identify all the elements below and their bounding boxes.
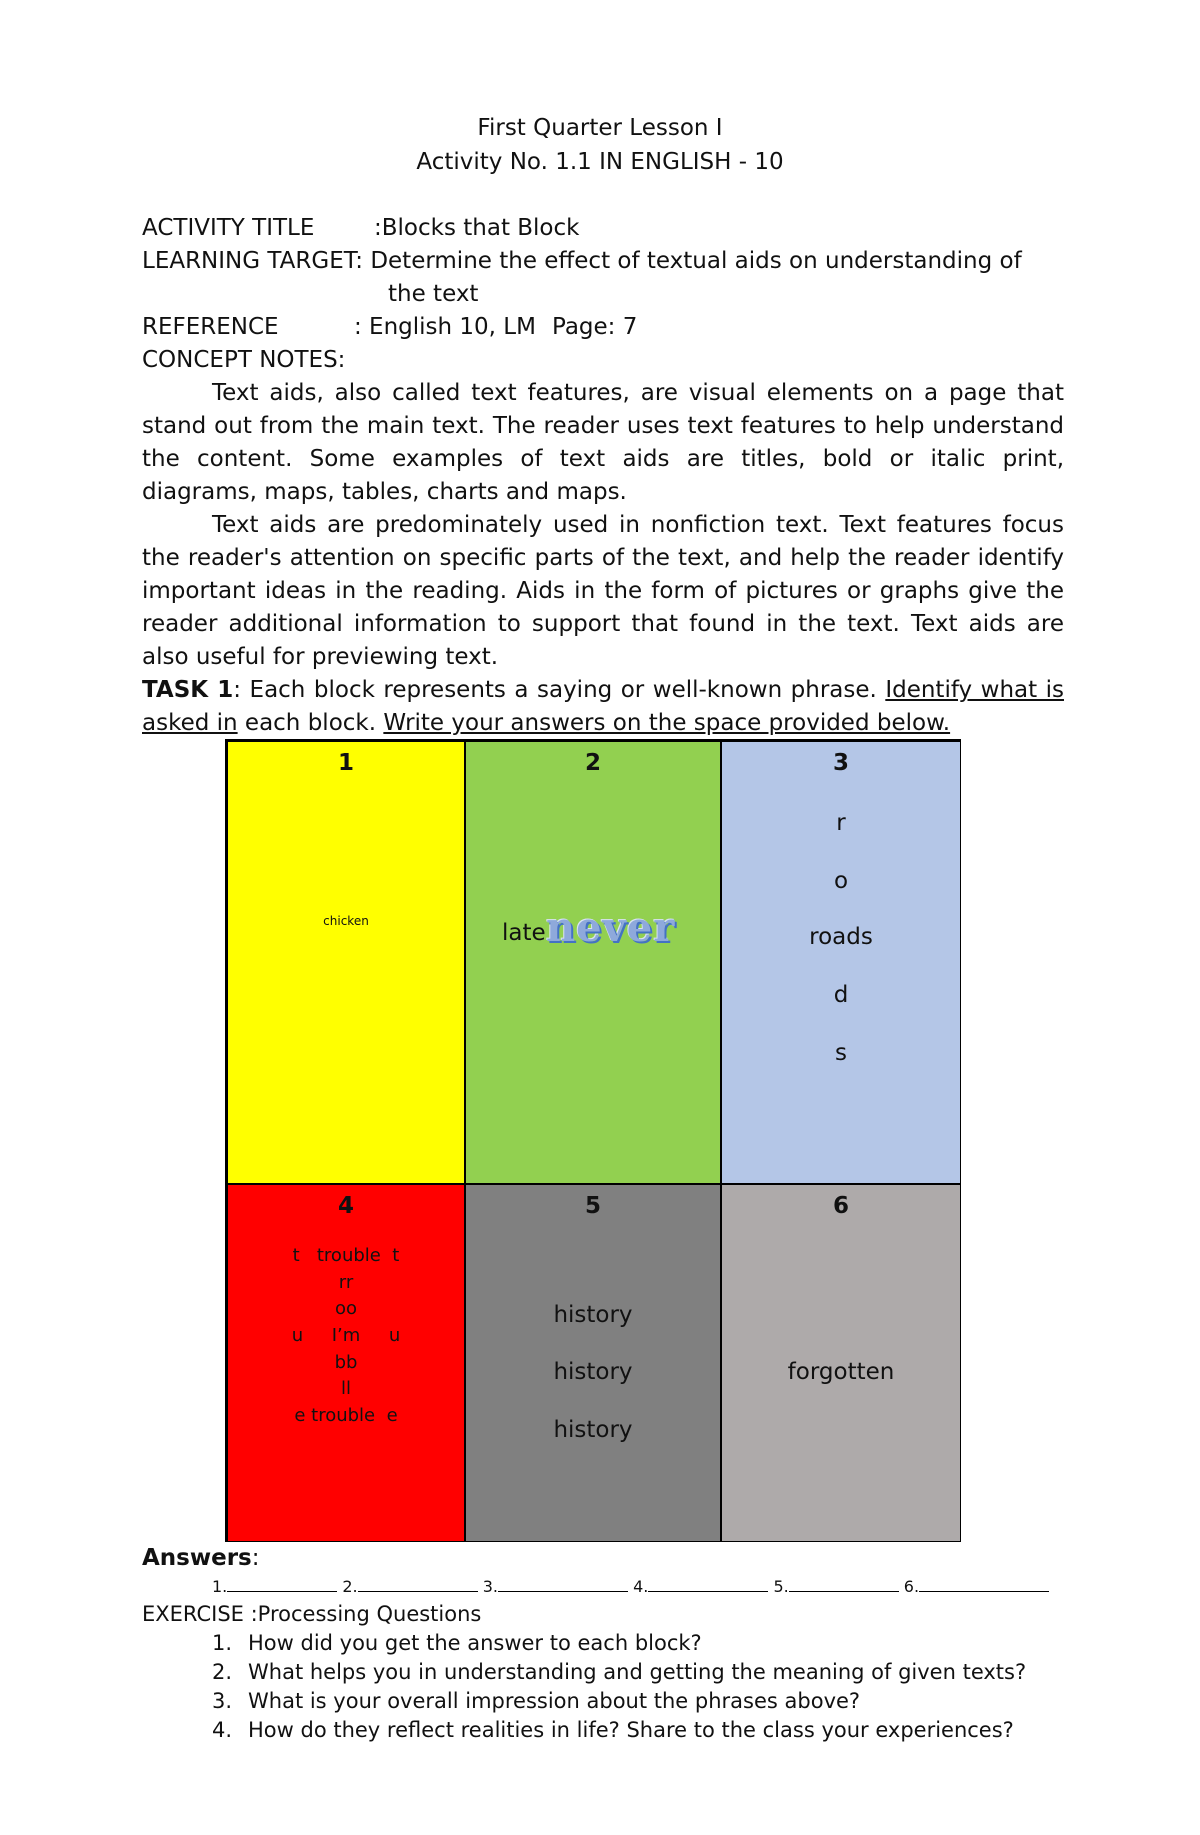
block-3-letter: d [833,982,849,1008]
question-number: 3. [212,1689,233,1713]
block-number: 6 [832,1193,849,1219]
concept-notes-label: CONCEPT NOTES: [142,347,346,373]
block-3-word: roads [809,924,873,950]
learning-target-continued: the text [388,281,479,307]
block-1-word: chicken [323,914,369,928]
task-text-3: each block. [237,710,384,736]
concept-paragraph-2: Text aids are predominately used in nonfiction text. Text features focus the reader's attention on specific parts of the text, and help the reader identify important ideas in the reading. Aids in the form of pictures or graphs give the reader additional information to support that found in the text. Text aids are also useful for previewing text. [142,512,1064,670]
answer-number: 1. [212,1577,228,1596]
learning-target-row [142,248,1022,274]
answer-number: 5. [773,1577,789,1596]
block-number: 5 [584,1193,601,1219]
block-4-line: rr [338,1272,354,1293]
block-3-letter: r [836,810,846,836]
answer-number: 4. [633,1577,649,1596]
block-4-line: t trouble t [292,1245,400,1266]
answer-number: 6. [903,1577,920,1596]
block-number: 2 [584,750,601,776]
reference-label: REFERENCE [142,314,279,340]
question-text: How did you get the answer to each block? [248,1631,702,1655]
block-5-word: history [553,1417,633,1443]
answer-number: 2. [342,1577,358,1596]
activity-number: Activity No. 1.1 IN ENGLISH - 10 [416,149,784,175]
answer-blank[interactable] [919,1577,1049,1592]
block-1 [227,741,465,1184]
block-4 [227,1184,465,1542]
answer-blank[interactable] [648,1577,768,1592]
question-text: What helps you in understanding and getting the meaning of given texts? [248,1660,1027,1684]
task-text-2: Identify what is asked in [142,677,1064,736]
exercise-title: EXERCISE :Processing Questions [142,1602,482,1626]
question-text: How do they reflect realities in life? Share to the class your experiences? [248,1718,1014,1742]
block-5-word: history [553,1359,633,1385]
task-text-4: Write your answers on the space provided below. [383,710,951,736]
answer-blank[interactable] [358,1577,478,1592]
answer-blank[interactable] [498,1577,628,1592]
question-number: 4. [212,1718,233,1742]
answers-heading: Answers: [142,1545,260,1571]
block-4-line: bb [334,1352,358,1373]
answer-blank[interactable] [789,1577,899,1592]
reference-page: Page: 7 [552,314,638,340]
concept-paragraph-1: Text aids, also called text features, are visual elements on a page that stand out from the main text. The reader uses text features to help understand the content. Some examples of text aids are titles, bold or italic print, diagrams, maps, tables, charts and maps. [142,380,1064,505]
block-3-letter: o [833,868,849,894]
question-number: 1. [212,1631,233,1655]
block-4-line: e trouble e [294,1405,398,1426]
answer-blanks [212,1577,1049,1596]
reference-row [142,314,638,340]
task-text-1: : Each block represents a saying or well-known phrase. [233,677,886,703]
block-4-line: oo [334,1298,358,1319]
block-6 [721,1184,961,1542]
block-2-word-late: late [502,920,546,946]
block-4-line: u I’m u [291,1325,401,1346]
answer-number: 3. [482,1577,498,1596]
block-number: 4 [337,1193,354,1219]
learning-target-label: LEARNING TARGET: [142,248,363,274]
block-5-word: history [553,1302,633,1328]
question-number: 2. [212,1660,233,1684]
block-2 [465,741,721,1184]
block-5 [465,1184,721,1542]
activity-title-value: :Blocks that Block [374,215,580,241]
blocks-grid [225,739,961,1542]
answer-blank[interactable] [227,1577,337,1592]
block-3-letter: s [835,1040,847,1066]
block-number: 1 [337,750,354,776]
question-text: What is your overall impression about the phrases above? [248,1689,861,1713]
block-3 [721,741,961,1184]
task-instructions [142,674,1064,740]
block-4-line: ll [340,1378,351,1399]
learning-target-value: Determine the effect of textual aids on understanding of [370,248,1022,274]
lesson-title: First Quarter Lesson I [477,115,723,141]
answers-label: Answers [142,1545,252,1571]
block-6-word: forgotten [787,1359,895,1385]
block-number: 3 [832,750,849,776]
task-label: TASK 1 [142,677,234,703]
block-2-word-never: never [546,904,676,951]
reference-value: : English 10, LM [354,314,536,340]
activity-title-row [142,215,580,241]
activity-title-label: ACTIVITY TITLE [142,215,315,241]
